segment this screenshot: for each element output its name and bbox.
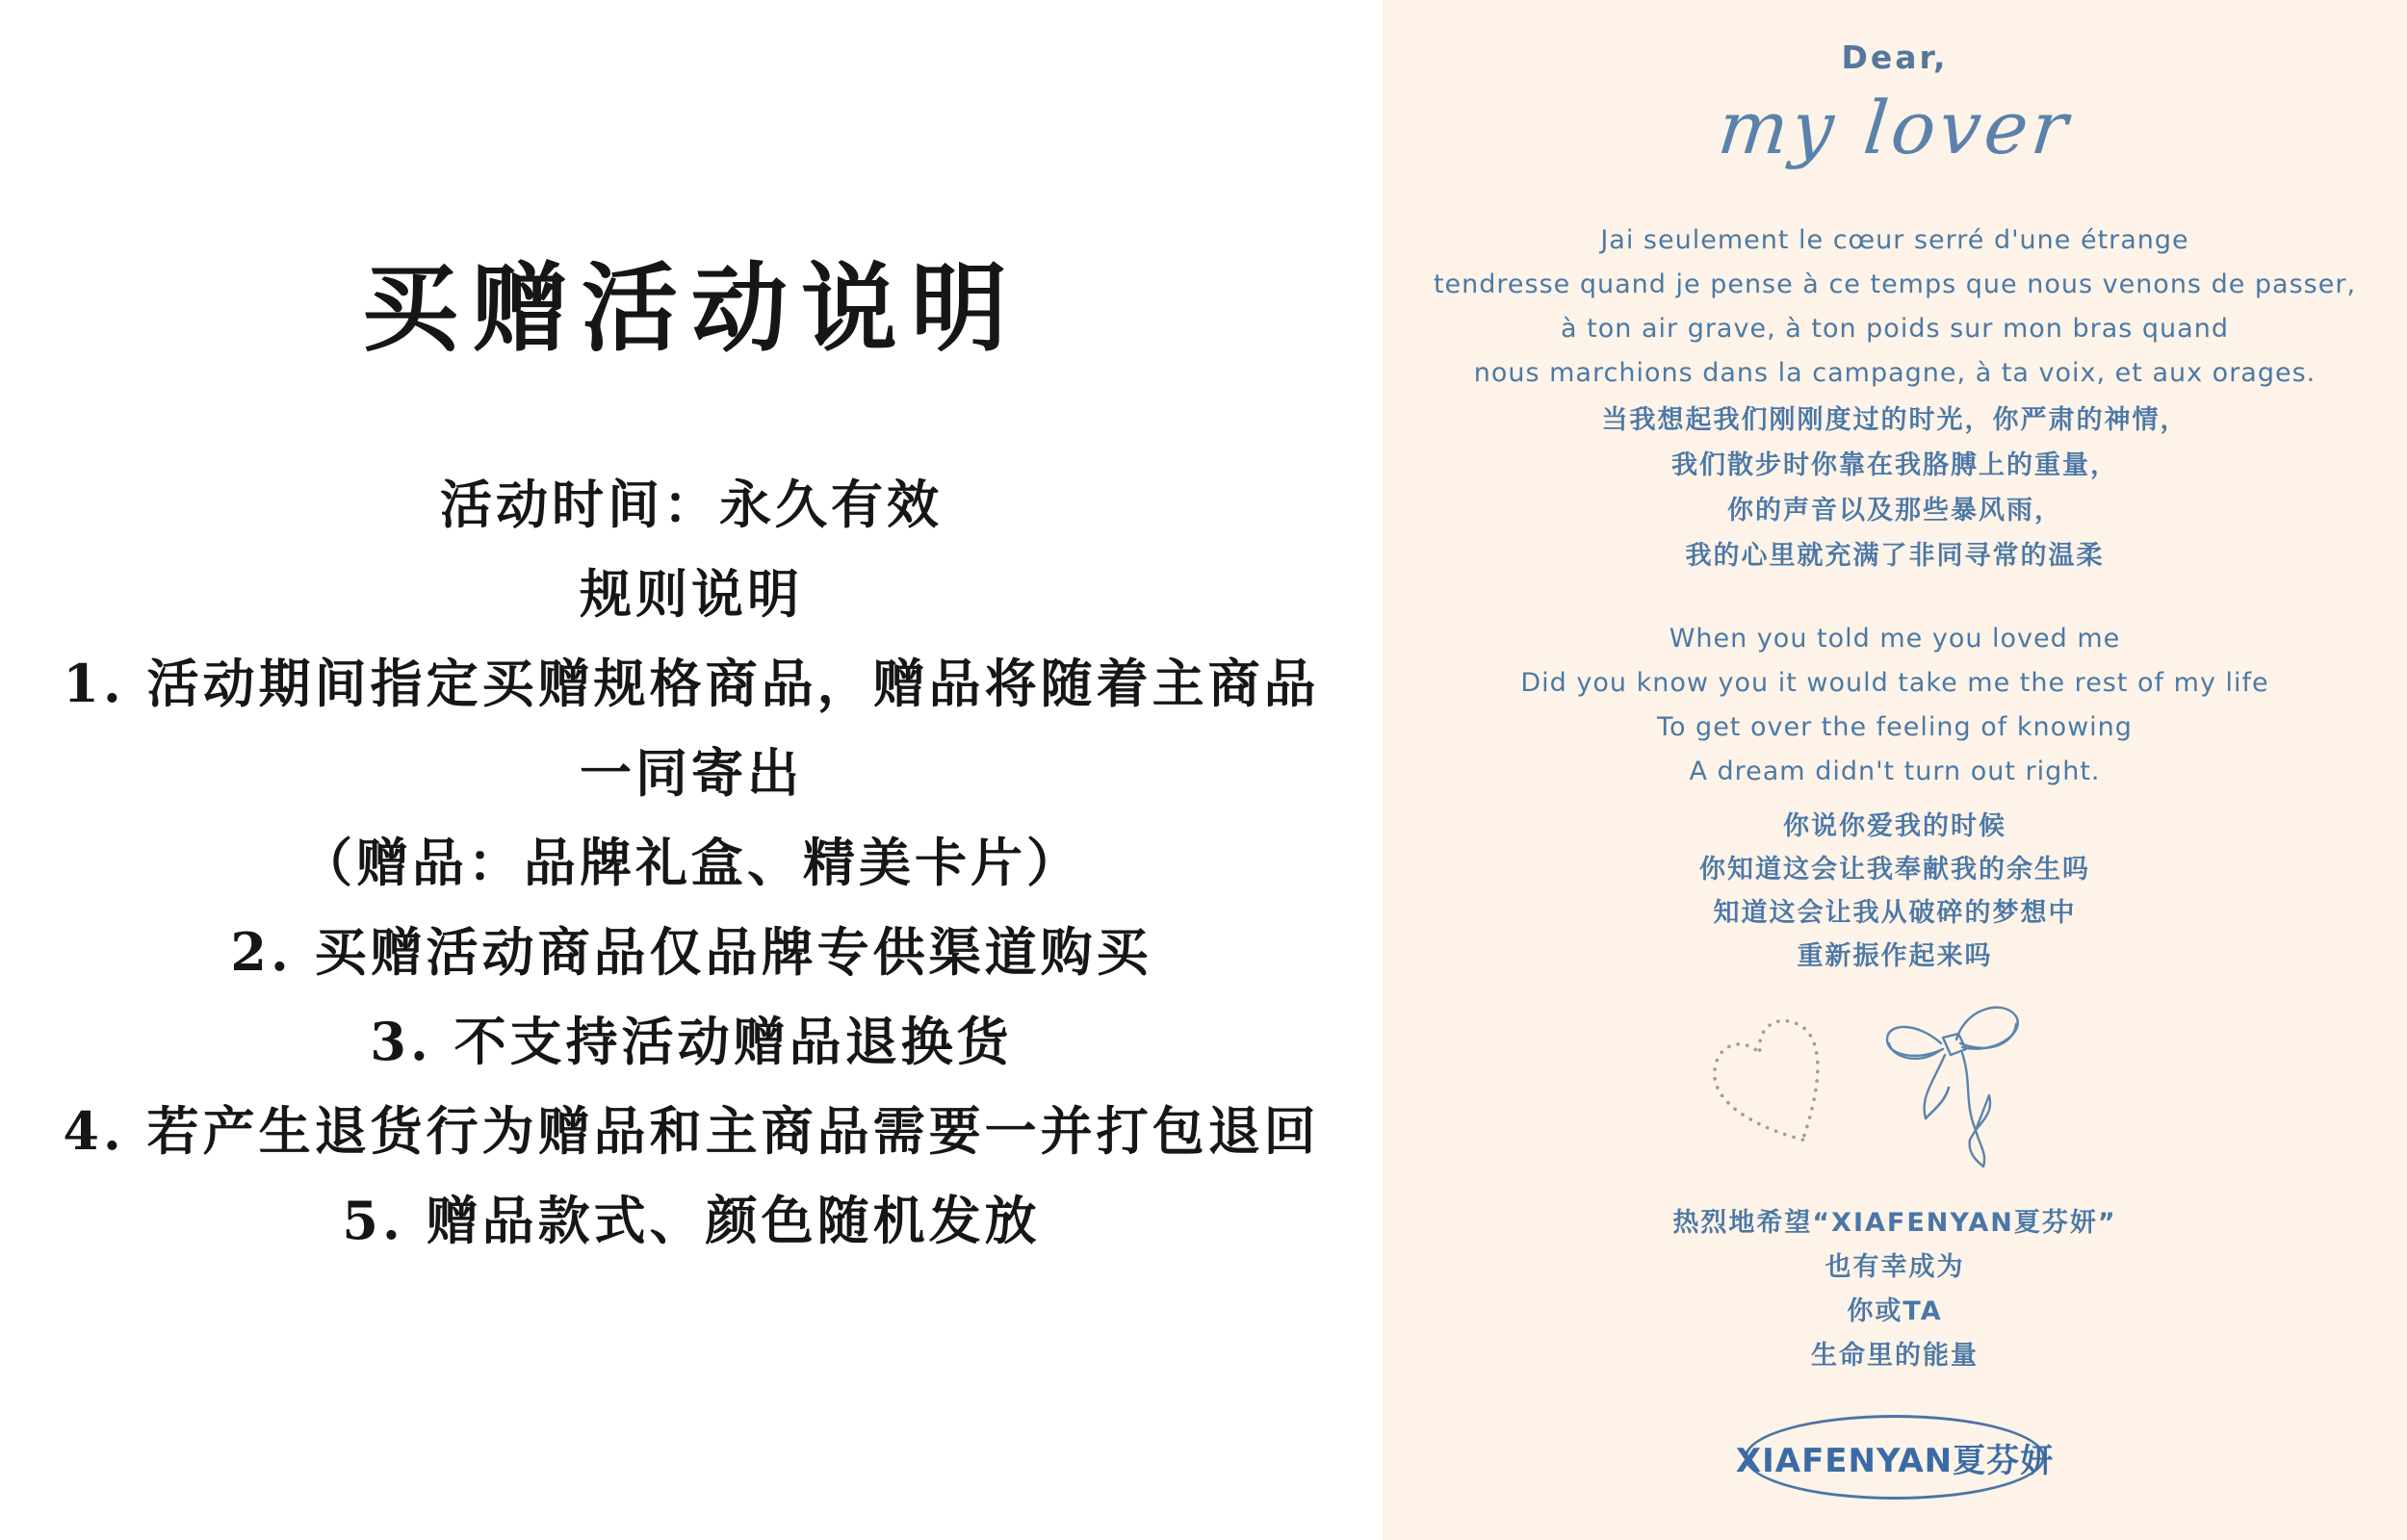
chinese-line: 你的声音以及那些暴风雨，: [1727, 496, 2062, 526]
rule-line-1-cont: 一同寄出: [580, 742, 803, 804]
french-line: nous marchions dans la campagne, à ta voix, et aux orages.: [1473, 358, 2316, 388]
chinese-line: 也有幸成为: [1825, 1252, 1965, 1282]
french-line: à ton air grave, à ton poids sur mon bras quand: [1561, 314, 2229, 344]
french-verse: [1383, 218, 2407, 396]
brand-logo-text: XIAFENYAN夏芬妍: [1735, 1441, 2055, 1480]
rule-line-activity-time: 活动时间：永久有效: [440, 474, 943, 535]
brand-logo-oval: [1735, 1415, 2055, 1500]
chinese-line: 你或TA: [1847, 1296, 1943, 1326]
french-line: Jai seulement le cœur serré d'une étrange: [1600, 225, 2189, 255]
chinese-line: 重新振作起来吗: [1797, 941, 1993, 971]
rule-line-1-gifts: （赠品：品牌礼盒、精美卡片）: [300, 832, 1082, 893]
chinese-line: 知道这会让我从破碎的梦想中: [1713, 898, 2077, 928]
chinese-line: 生命里的能量: [1811, 1341, 1979, 1371]
ribbon-bow-icon: [1876, 993, 2030, 1176]
english-line: A dream didn't turn out right.: [1689, 757, 2101, 786]
english-line: When you told me you loved me: [1669, 624, 2121, 654]
chinese-translation-2: [1383, 805, 2407, 978]
chinese-line: 我们散步时你靠在我胳膊上的重量，: [1671, 450, 2118, 480]
rule-line-rules-heading: 规则说明: [580, 563, 803, 625]
chinese-translation-1: [1383, 398, 2407, 578]
french-line: tendresse quand je pense à ce temps que nous venons de passer,: [1433, 270, 2357, 299]
rules-list: [0, 460, 1383, 1266]
salutation-script: my lover: [1714, 85, 2076, 170]
english-line: Did you know you it would take me the rest of my life: [1520, 668, 2269, 698]
heart-icon: [1700, 1001, 1845, 1165]
rule-line-2: 2. 买赠活动商品仅品牌专供渠道购买: [230, 921, 1152, 983]
english-verse: [1383, 617, 2407, 794]
love-letter-panel: [1383, 0, 2407, 1540]
chinese-line: 当我想起我们刚刚度过的时光，你严肃的神情，: [1601, 405, 2188, 435]
brand-wish-text: [1383, 1201, 2407, 1378]
chinese-line: 你说你爱我的时候: [1783, 811, 2006, 841]
page-title: 买赠活动说明: [362, 251, 1021, 365]
rule-line-3: 3. 不支持活动赠品退换货: [370, 1011, 1013, 1072]
english-line: To get over the feeling of knowing: [1657, 712, 2133, 742]
chinese-line: 我的心里就充满了非同寻常的温柔: [1685, 541, 2105, 571]
chinese-line: 你知道这会让我奉献我的余生吗: [1699, 855, 2090, 885]
chinese-line: 热烈地希望“XIAFENYAN夏芬妍”: [1672, 1208, 2117, 1238]
rule-line-4: 4. 若产生退货行为赠品和主商品需要一并打包退回: [63, 1100, 1320, 1162]
rule-line-1: 1. 活动期间指定买赠规格商品，赠品将随着主商品: [63, 653, 1320, 714]
salutation: Dear,: [1841, 38, 1949, 76]
rule-line-5: 5. 赠品款式、颜色随机发放: [342, 1190, 1041, 1251]
